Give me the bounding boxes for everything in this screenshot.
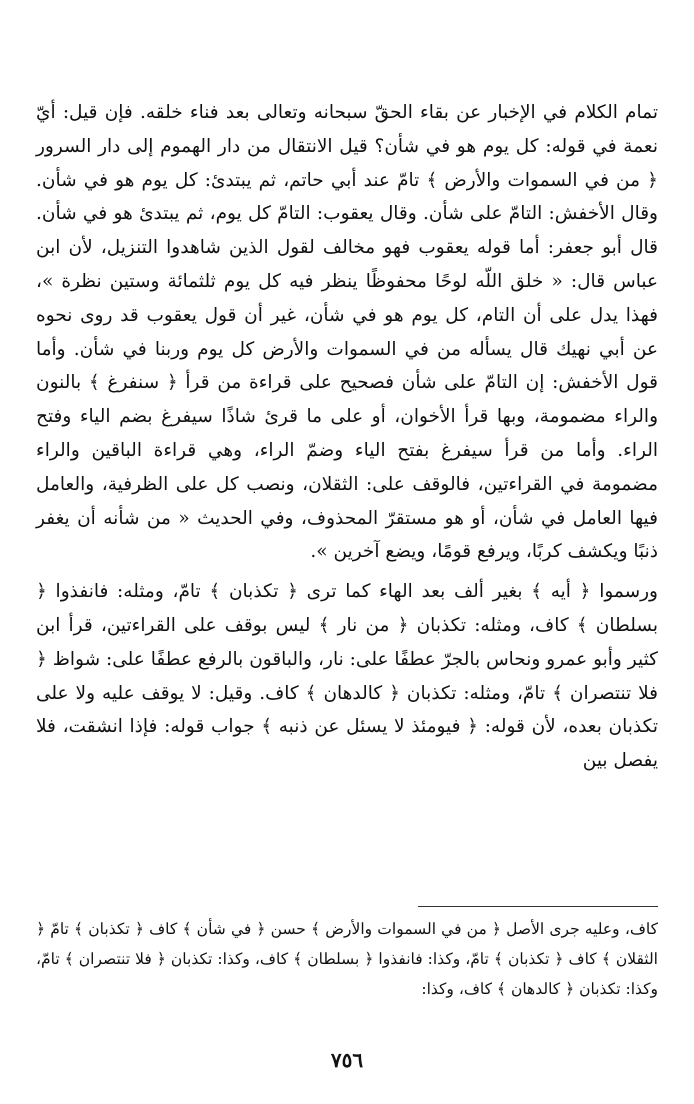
- book-page: [36, 96, 658, 1086]
- footnote-divider: [418, 906, 658, 907]
- paragraph-2: ورسموا ﴿ أيه ﴾ بغير ألف بعد الهاء كما ترى ﴿ تكذبان ﴾ تامّ، ومثله: فانفذوا ﴿ بسلطان ﴾ كاف، ومثله: تكذبان ﴿ من نار ﴾ ليس بوقف على القراءتين، قرأ ابن كثير وأبو عمرو ونحاس بالجرّ عطفًا على: نار، والباقون بالرفع عطفًا على: شواظ ﴿ فلا تنتصران ﴾ تامّ، ومثله: تكذبان ﴿ كالدهان ﴾ كاف. وقيل: لا يوقف عليه ولا على تكذبان بعده، لأن قوله: ﴿ فيومئذ لا يسئل عن ذنبه ﴾ جواب قوله: فإذا انشقت، فلا يفصل بين: [36, 581, 658, 772]
- page-number: ٧٥٦: [330, 1048, 364, 1072]
- paragraph-1: تمام الكلام في الإخبار عن بقاء الحقّ سبحانه وتعالى بعد فناء خلقه. فإن قيل: أيّ نعمة في قوله: كل يوم هو في شأن؟ قيل الانتقال من دار الهموم إلى دار السرور ﴿ من في السموات والأرض ﴾ تامّ عند أبي حاتم، ثم يبتدئ: كل يوم هو في شأن. وقال الأخفش: التامّ على شأن. وقال يعقوب: التامّ كل يوم، ثم يبتدئ هو في شأن. قال أبو جعفر: أما قوله يعقوب فهو مخالف لقول الذين شاهدوا التنزيل، لأن ابن عباس قال: « خلق اللّه لوحًا محفوظًا ينظر فيه كل يوم ثلثمائة وستين نظرة »، فهذا يدل على أن التام، كل يوم هو في شأن، غير أن قول يعقوب قد روى نحوه عن أبي نهيك قال يسأله من في السموات والأرض كل يوم وربنا في شأن. وأما قول الأخفش: إن التامّ على شأن فصحيح على قراءة من قرأ ﴿ سنفرغ ﴾ بالنون والراء مضمومة، وبها قرأ الأخوان، أو على ما قرئ شاذًا سيفرغ بضم الياء وفتح الراء. وأما من قرأ سيفرغ بفتح الياء وضمّ الراء، وهي قراءة الباقين والراء مضمومة في القراءتين، فالوقف على: الثقلان، ونصب كل على الظرفية، والعامل فيها العامل في شأن، أو هو مستقرّ المحذوف، وفي الحديث « من شأنه أن يغفر ذنبًا ويكشف كربًا، ويرفع قومًا، ويضع آخرين ».: [36, 102, 658, 563]
- footnote: كاف، وعليه جرى الأصل ﴿ من في السموات والأرض ﴾ حسن ﴿ في شأن ﴾ كاف ﴿ تكذبان ﴾ تامّ ﴿ الثقلان ﴾ كاف ﴿ تكذبان ﴾ تامّ، وكذا: فانفذوا ﴿ بسلطان ﴾ كاف، وكذا: تكذبان ﴿ فلا تنتصران ﴾ تامّ، وكذا: تكذبان ﴿ كالدهان ﴾ كاف، وكذا:: [36, 920, 658, 998]
- main-text: [36, 96, 658, 778]
